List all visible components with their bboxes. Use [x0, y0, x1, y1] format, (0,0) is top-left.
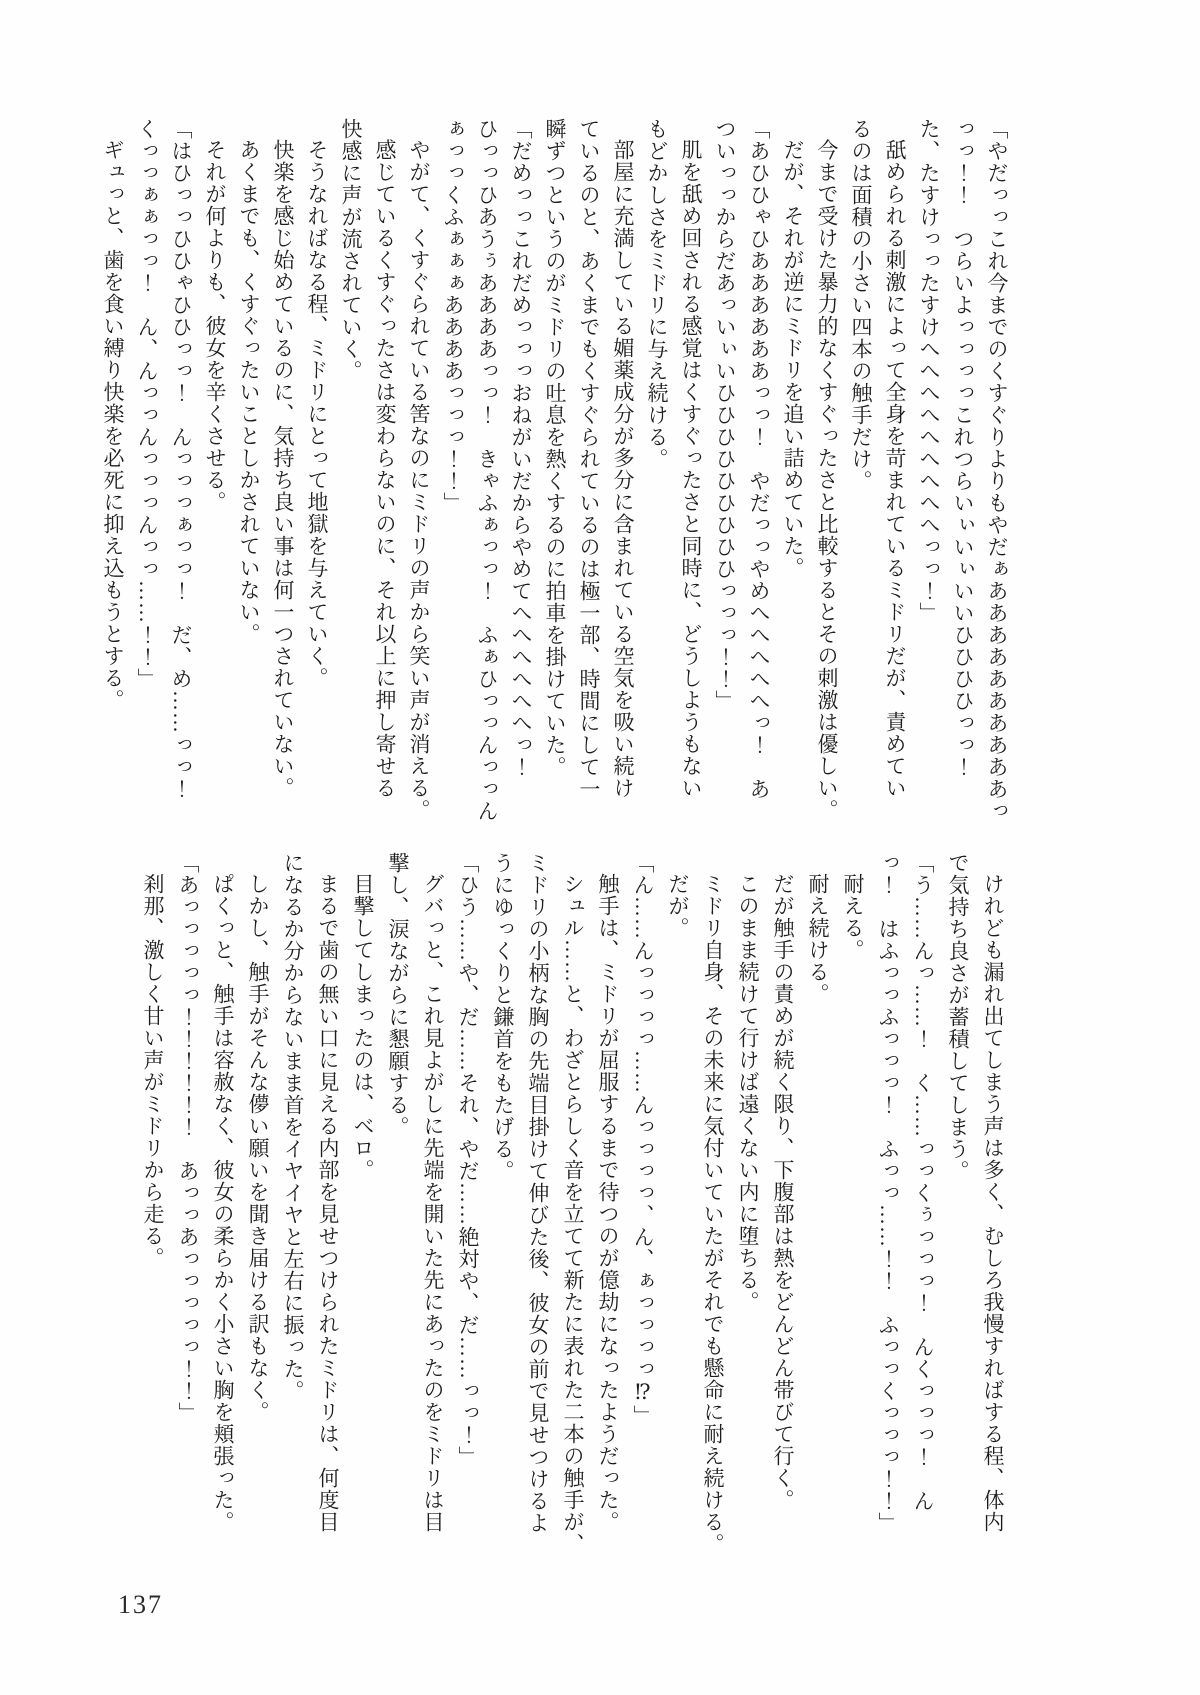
- text-column: 快感に声が流されていく。: [339, 118, 363, 382]
- text-column: 部屋に充満している媚薬成分が多分に含まれている空気を吸い続け: [611, 139, 635, 799]
- text-column: た、たすけっったすけへへへへへへへへへっっ！」: [917, 118, 941, 624]
- text-column: 耐え続ける。: [806, 873, 830, 1005]
- text-column: ぁっっくふぁぁぁああああっっっ！！」: [441, 118, 465, 514]
- page-number: 137: [118, 1590, 163, 1619]
- text-column: ミドリの小柄な胸の先端目掛けて伸びた後、彼女の前で見せつけるよ: [526, 852, 550, 1534]
- text-column: 耐える。: [841, 873, 865, 961]
- text-column: そうなればなる程、ミドリにとって地獄を与えていく。: [305, 139, 329, 689]
- text-column: 肌を舐め回される感覚はくすぐったさと同時に、どうしようもない: [679, 139, 703, 799]
- text-column: ぱくっと、触手は容赦なく、彼女の柔らかく小さい胸を頬張った。: [211, 873, 235, 1533]
- text-column: ミドリ自身、その未来に気付いていたがそれでも懸命に耐え続ける。: [701, 873, 725, 1555]
- text-column: だが。: [666, 873, 690, 939]
- text-column: しかし、触手がそんな儚い願いを聞き届ける訳もなく。: [246, 873, 270, 1423]
- text-column: で気持ち良さが蓄積してしまう。: [946, 852, 970, 1182]
- text-column: 「ん……んっっっっ……んっっっっ、ん、ぁっっっっ⁉」: [631, 852, 655, 1427]
- text-column: 「う……んっ……！ く……っっくぅっっっ！ んくっっっ！ ん: [911, 852, 935, 1512]
- text-column: ひっっひあうぅああああっっ！ きゃふぁっっ！ ふぁひっっんっっん: [475, 118, 499, 822]
- text-column: 今まで受けた暴力的なくすぐったさと比較するとその刺激は優しい。: [815, 139, 839, 821]
- text-column: 瞬ずつというのがミドリの吐息を熱くするのに拍車を掛けていた。: [543, 118, 567, 778]
- text-column: 「やだっっこれ今までのくすぐりよりもやだぁああああああああああっ: [985, 118, 1009, 822]
- text-column: だが、それが逆にミドリを追い詰めていた。: [781, 139, 805, 579]
- text-column: 「はひっっひひゃひひっっ！ んっっっぁっっ！ だ、め……っっ！: [169, 118, 193, 800]
- text-column: 撃し、涙ながらに懇願する。: [386, 852, 410, 1138]
- text-column: もどかしさをミドリに与え続ける。: [645, 118, 669, 470]
- text-column: くっっぁぁっっ！ ん、んっっんっっっんっっ……！！」: [135, 118, 159, 690]
- text-column: あくまでも、くすぐったいことしかされていない。: [237, 139, 261, 645]
- text-column: ギュっと、歯を食い縛り快楽を必死に抑え込もうとする。: [101, 139, 125, 711]
- text-column: シュル……と、わざとらしく音を立てて新たに表れた二本の触手が、: [561, 873, 585, 1555]
- text-column: 「あっっっっっ！！！！！！ あっっあっっっっっ！！」: [176, 852, 200, 1424]
- top-text-block: [96, 118, 1014, 830]
- text-column: っっ！！ つらいよっっっっこれつらいぃいぃいいひひひひっっ！: [951, 118, 975, 778]
- text-column: けれども漏れ出てしまう声は多く、むしろ我慢すればする程、体内: [981, 873, 1005, 1533]
- text-column: 舐められる刺激によって全身を苛まれているミドリだが、責めてい: [883, 139, 907, 799]
- text-column: 「ひう……や、だ……それ、やだ……絶対や、だ……っっ！」: [456, 852, 480, 1468]
- text-column: るのは面積の小さい四本の触手だけ。: [849, 118, 873, 492]
- text-column: 刹那、激しく甘い声がミドリから走る。: [141, 873, 165, 1269]
- text-column: だが触手の責めが続く限り、下腹部は熱をどんどん帯びて行く。: [771, 873, 795, 1511]
- bottom-text-block: [135, 852, 1010, 1555]
- text-column: 触手は、ミドリが屈服するまで待つのが億劫になったようだった。: [596, 873, 620, 1533]
- text-column: になるか分からないまま首をイヤイヤと左右に振った。: [281, 852, 305, 1402]
- text-column: 「あひひゃひああああああっっ！ やだっっやめへへへへへっ！ あ: [747, 118, 771, 800]
- text-column: グバっと、これ見よがしに先端を開いた先にあったのをミドリは目: [421, 873, 445, 1533]
- text-column: 「だめっっこれだめっっっおねがいだからやめてへへへへへへっ！: [509, 118, 533, 778]
- text-column: それが何よりも、彼女を辛くさせる。: [203, 139, 227, 513]
- text-column: 感じているくすぐったさは変わらないのに、それ以上に押し寄せる: [373, 139, 397, 799]
- text-column: っ！ はふっっふっっっ！ ふっっ……！！ ふっっくっっっ！！」: [876, 852, 900, 1534]
- text-column: ついっっからだあっいぃいひひひひひひひひひっっっ！！」: [713, 118, 737, 712]
- text-column: まるで歯の無い口に見える内部を見せつけられたミドリは、何度目: [316, 873, 340, 1533]
- text-column: やがて、くすぐられている筈なのにミドリの声から笑い声が消える。: [407, 139, 431, 821]
- text-column: うにゆっくりと鎌首をもたげる。: [491, 852, 515, 1182]
- text-column: このまま続けて行けば遠くない内に堕ちる。: [736, 873, 760, 1313]
- text-column: 目撃してしまったのは、ベロ。: [351, 873, 375, 1181]
- text-column: 快楽を感じ始めているのに、気持ち良い事は何一つされていない。: [271, 139, 295, 799]
- text-column: ているのと、あくまでもくすぐられているのは極一部、時間にして一: [577, 118, 601, 800]
